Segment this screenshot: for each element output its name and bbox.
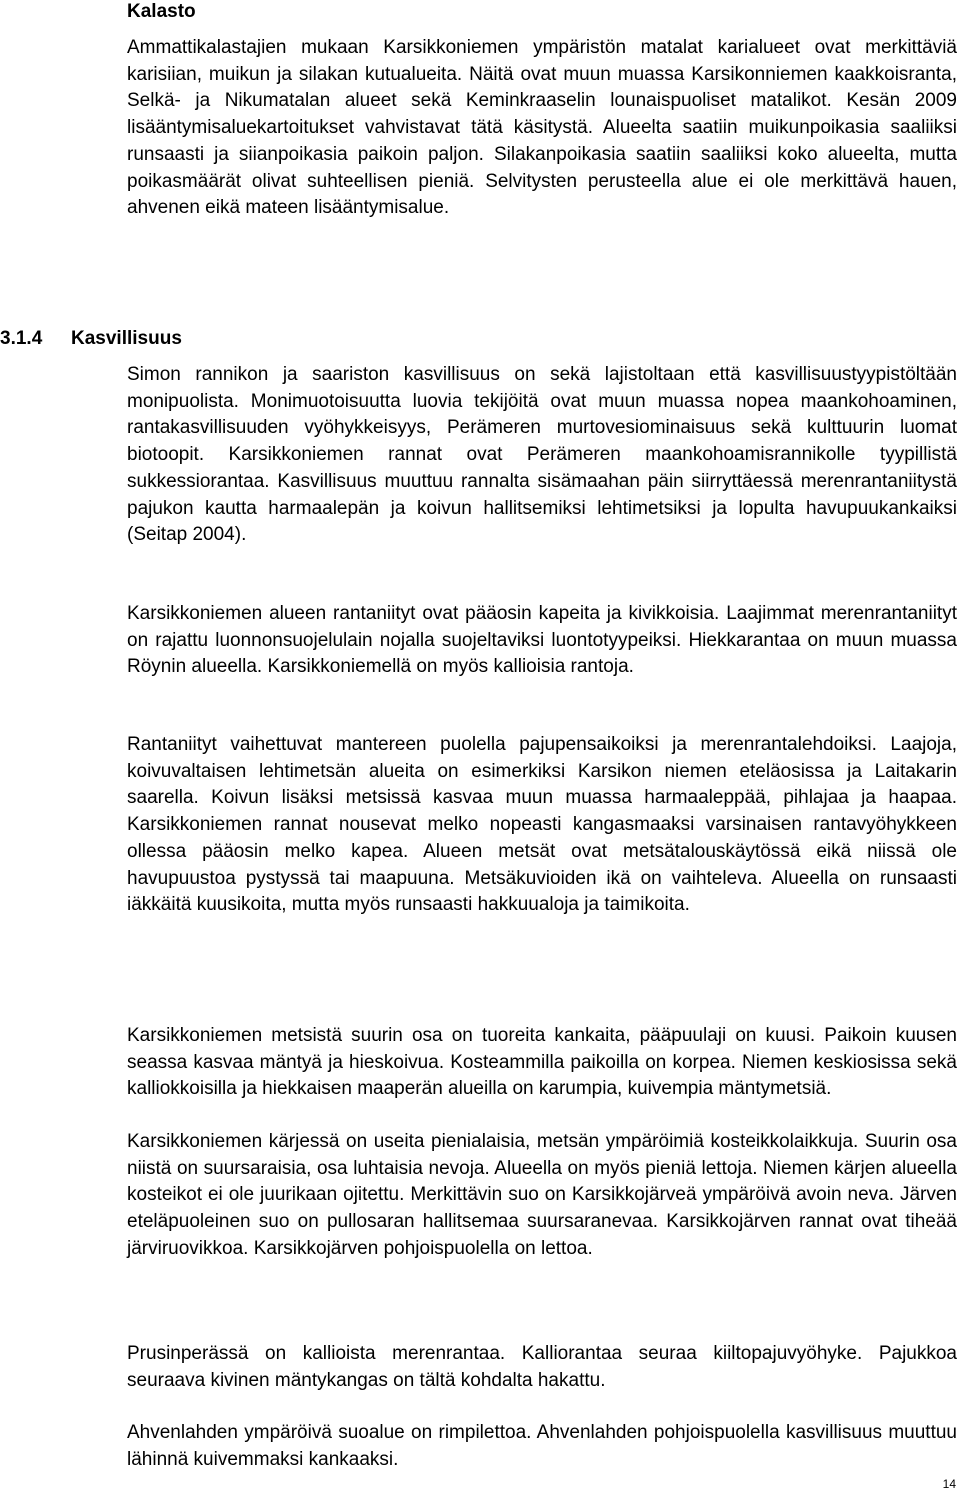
section-title: Kasvillisuus [71, 328, 182, 349]
paragraph-kasvillisuus-1: Simon rannikon ja saariston kasvillisuus on sekä lajistoltaan että kasvillisuustyypistöltään monipuolista. Monimuotoisuutta luovia tekijöitä ovat muun muassa nopea maankohoaminen, rantakasvillisuuden vyöhykkeisyys, Perämeren murtovesiominaisuus sekä kulttuurin luomat biotoopit. Karsikkoniemen rannat ovat Perämeren maankohoamisrannikolle tyypillistä sukkessiorantaa. Kasvillisuus muuttuu rannalta sisämaahan päin siirryttäessä merenrantaniitystä pajukon kautta harmaalepän ja koivun hallitsemiksi lehtimetsiksi ja lopulta havupuukankaiksi (Seitap 2004). [127, 364, 957, 546]
paragraph-kasvillisuus-5: Karsikkoniemen kärjessä on useita pienialaisia, metsän ympäröimiä kosteikkolaikkuja. Suurin osa niistä on suursaraisia, osa luhtaisia nevoja. Alueella on myös pieniä lettoja. Niemen kärjen alueella kosteikot ei ole juurikaan ojitettu. Merkittävin suo on Karsikkojärveä ympäröivä avoin neva. Järven eteläpuoleinen suo on pullosaran hallitsemaa suursaranevaa. Karsikkojärven rannat ovat tiheää järviruovikkoa. Karsikkojärven pohjoispuolella on lettoa. [127, 1131, 957, 1259]
paragraph-kasvillisuus-4: Karsikkoniemen metsistä suurin osa on tuoreita kankaita, pääpuulaji on kuusi. Paikoin kuusen seassa kasvaa mäntyä ja hieskoivua. Kosteammilla paikoilla on korpea. Niemen keskiosissa sekä kalliokkoisilla ja hiekkaisen maaperän alueilla on karumpia, kuivempia mäntymetsiä. [127, 1025, 957, 1100]
section-number: 3.1.4 [0, 328, 43, 349]
paragraph-kalasto: Ammattikalastajien mukaan Karsikkoniemen ympäristön matalat karialueet ovat merkittäviä karisiian, muikun ja silakan kutualueita. Näitä ovat muun muassa Karsikonniemen kaakkoisranta, Selkä- ja Nikumatalan alueet sekä Keminkraaselin lounaispuoliset matalikot. Kesän 2009 lisääntymisaluekartoitukset vahvistavat tätä käsitystä. Alueelta saatiin muikunpoikasia saaliiksi runsaasti ja siianpoikasia paikoin paljon. Silakanpoikasia saatiin saaliiksi koko alueelta, mutta poikasmäärät olivat suhteellisen pieniä. Selvitysten perusteella alue ei ole merkittävä hauen, ahvenen eikä mateen lisääntymisalue. [127, 37, 957, 219]
paragraph-kasvillisuus-3: Rantaniityt vaihettuvat mantereen puolella pajupensaikoiksi ja merenrantalehdoiksi. Laajoja, koivuvaltaisen lehtimetsän alueita on esimerkiksi Karsikon niemen eteläosissa ja Laitakarin saarella. Koivun lisäksi metsissä kasvaa muun muassa harmaaleppää, pihlajaa ja haapaa. Karsikkoniemen rannat nousevat melko nopeasti kangasmaaksi varsinaisen rantavyöhykkeen ollessa pääosin melko kapea. Alueen metsät ovat metsätalouskäytössä eikä niissä ole havupuustoa pystyssä tai maapuuna. Metsäkuvioiden ikä on vaihteleva. Alueella on runsaasti iäkkäitä kuusikoita, mutta myös runsaasti hakkuualoja ja taimikoita. [127, 734, 957, 916]
paragraph-kasvillisuus-7: Ahvenlahden ympäröivä suoalue on rimpilettoa. Ahvenlahden pohjoispuolella kasvillisuus muuttuu lähinnä kuivemmaksi kankaaksi. [127, 1422, 957, 1470]
heading-kalasto: Kalasto [127, 1, 196, 22]
paragraph-kasvillisuus-6: Prusinperässä on kallioista merenrantaa. Kalliorantaa seuraa kiiltopajuvyöhyke. Pajukkoa seuraava kivinen mäntykangas on tältä kohdalta hakattu. [127, 1343, 957, 1391]
paragraph-kasvillisuus-2: Karsikkoniemen alueen rantaniityt ovat pääosin kapeita ja kivikkoisia. Laajimmat merenrantaniityt on rajattu luonnonsuojelulain nojalla suojeltaviksi luontotyypeiksi. Hiekkarantaa on muun muassa Röynin alueella. Karsikkoniemellä on myös kallioisia rantoja. [127, 603, 957, 678]
page-number: 14 [942, 1477, 956, 1491]
